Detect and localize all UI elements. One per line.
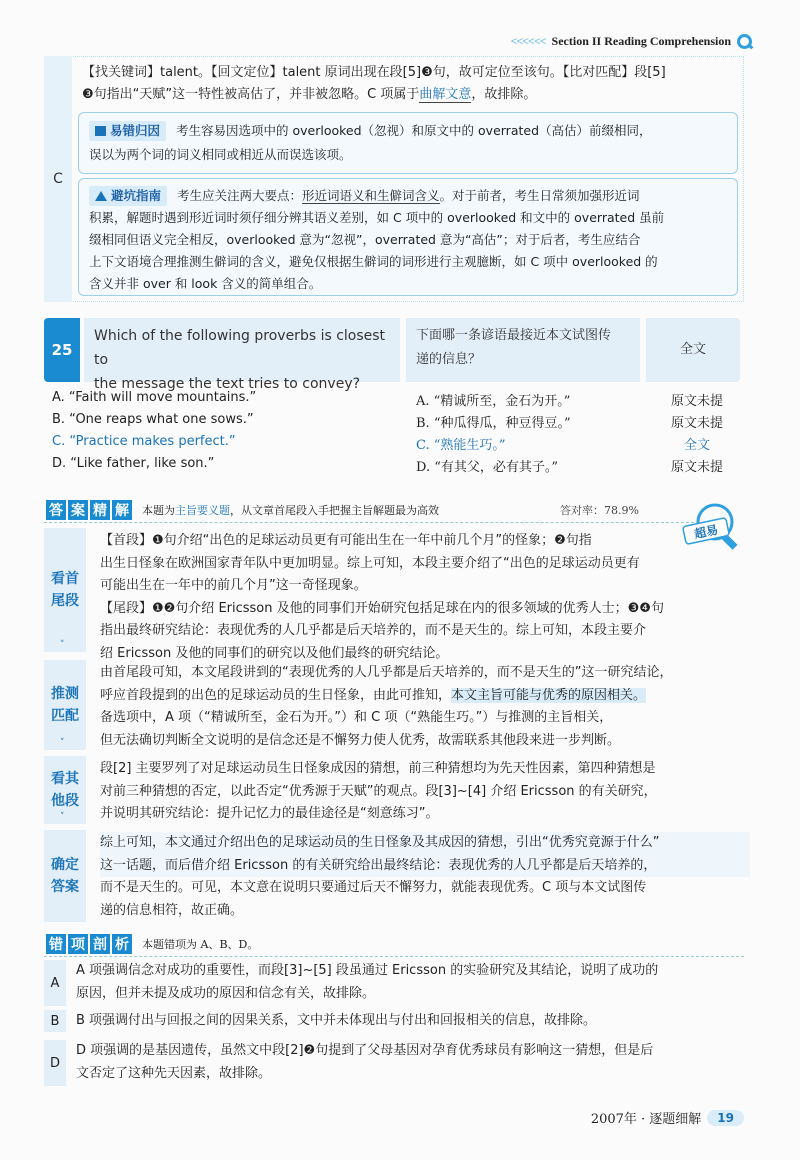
band-char: 剖 [90,934,110,954]
step-line: 备选项中，A 项（“精诚所至，金石为开。”）和 C 项（“熟能生巧。”）与推测的主旨相关， [100,710,613,725]
step-line: 【尾段】❶❷句介绍 Ericsson 及他的同事们开始研究包括足球在内的很多领域的优秀人士；❸❹句 [100,600,664,616]
tip-line [89,185,727,207]
step-body [100,832,750,922]
step-label [44,830,86,922]
option-c-paragraph [82,62,742,106]
underlined-text: 形近词语义和生僻词含义 [302,188,440,203]
band-char: 析 [112,934,132,954]
text: ，从文章首尾段入手把握主旨解题最为高效 [230,504,439,517]
chevron-down-icon: ˅ [60,640,65,650]
wrong-option-text [76,960,748,1005]
band-char: 错 [46,934,66,954]
band-char: 答 [46,500,66,520]
band-note [142,502,439,518]
step-body [100,662,750,752]
accuracy-rate: 答对率：78.9% [560,504,639,517]
option-row [52,390,742,412]
option-english: A. “Faith will move mountains.” [52,390,257,405]
answer-analysis-band [46,500,439,520]
step-line: 综上可知，本文通过介绍出色的足球运动员的生日怪象及其成因的猜想，引出“优秀究竟源于什么” [100,832,750,855]
wrong-line: 文否定了这种先天因素，故排除。 [76,1065,272,1081]
step-line: 递的信息相符，故正确。 [100,902,244,918]
option-english: C. “Practice makes perfect.” [52,434,236,449]
wrong-line: D 项强调的是基因遗传，虽然文中段[2]❷句提到了父母基因对孕育优秀球员有影响这一猜想，但是后 [76,1043,654,1058]
question-number: 25 [44,318,80,382]
section-header [511,34,753,49]
tag-label: 避坑指南 [111,188,162,203]
option-chinese: C. “熟能生巧。” [416,438,506,453]
question-english [84,318,400,392]
page-footer [591,1108,744,1127]
tip-tag [89,186,167,206]
step-line [100,685,750,708]
option-chinese: B. “种瓜得瓜，种豆得豆。” [416,416,571,431]
question-scope: 全文 [646,318,740,382]
tag-label: 易错归因 [110,123,161,138]
step-body [100,530,750,665]
wrong-option-text [76,1010,748,1033]
option-note: 原文未提 [670,394,723,409]
step-label [44,756,86,824]
step-label-line: 答案 [51,879,79,895]
wrong-option-text [76,1040,748,1085]
question-chinese [406,318,640,382]
step-line: 由首尾段可知，本文尾段讲到的“表现优秀的人几乎都是后天培养的，而不是天生的”这一研究结论， [100,665,673,680]
step-line: 可能出生在一年中的前几个月”这一奇怪现象。 [100,578,367,593]
section-title: Section II Reading Comprehension [551,34,731,48]
options-list [52,390,742,478]
option-c-label: C [44,56,72,302]
tip-line [89,119,727,143]
option-c-line: 【找关键词】talent。【回文定位】talent 原词出现在段[5]❸句，故可定位至该句。【比对匹配】段[5] [82,65,666,80]
step-line: 对前三种猜想的否定，以此否定“优秀源于天赋”的观点。段[3]~[4] 介绍 Ericsson 的有关研究， [100,783,657,799]
search-icon [737,34,752,49]
option-chinese: D. “有其父，必有其子。” [416,460,559,475]
step-label-line: 看首 [51,571,79,587]
step-label [44,660,86,750]
difficulty-label: 超易 [693,522,720,542]
step-line: 这一话题，而后借介绍 Ericsson 的有关研究给出最终结论：表现优秀的人几乎都是后天培养的， [100,855,750,878]
option-english: D. “Like father, like son.” [52,456,215,471]
tip-line: 积累，解题时遇到形近词时须仔细分辨其语义差别，如 C 项中的 overlooked 和文中的 overrated 虽前 [89,210,665,225]
chevron-down-icon: ˅ [60,812,65,822]
option-note: 原文未提 [670,416,723,431]
option-note: 全文 [683,438,710,453]
step-label-line: 他段 [51,793,79,809]
wrong-option-letter: D [44,1040,66,1086]
step-line: 段[2] 主要罗列了对足球运动员生日怪象成因的猜想，前三种猜想均为先天性因素，第四种猜想是 [100,761,656,776]
step-body [100,758,750,826]
step-line: 出生日怪象在欧洲国家青年队中更加明显。综上可知，本段主要介绍了“出色的足球运动员更有 [100,555,640,571]
avoid-pitfall-tip [78,178,738,296]
question-line: 下面哪一条谚语最接近本文试图传 [416,328,612,343]
card-icon [95,126,106,136]
error-cause-tip [78,112,738,174]
question-line: 递的信息？ [416,352,482,367]
text: ❸句指出“天赋”这一特性被高估了，并非被忽略。C 项属于 [82,87,420,102]
option-c-line [82,84,742,106]
question-line: the message the text tries to convey? [94,376,361,392]
option-row [52,456,742,478]
step-label-line: 看其 [51,771,79,787]
tip-line: 误以为两个词的词义相同或相近从而误选该项。 [89,147,352,162]
wrong-option-letter: A [44,960,66,1006]
step-label [44,528,86,652]
tip-line: 上下文语境合理推测生僻词的含义，避免仅根据生僻词的词形进行主观臆断，如 C 项中 overlooked 的 [89,254,658,269]
wrong-line: 原因，但并未提及成功的原因和信念有关，故排除。 [76,985,376,1001]
wrong-line: B 项强调付出与回报之间的因果关系，文中并未体现出与付出和回报相关的信息，故排除。 [76,1013,597,1028]
chevron-down-icon: ˅ [60,738,65,748]
tip-line: 缀相同但语义完全相反，overlooked 意为“忽视”，overrated 意为“高估”；对于后者，考生应结合 [89,232,641,247]
step-line: 但无法确切判断全文说明的是信念还是不懈努力使人优秀，故需联系其他段来进一步判断。 [100,732,621,748]
text: ，故排除。 [471,87,537,102]
step-label-line: 尾段 [51,593,79,609]
highlight-text: 曲解文意 [419,87,472,102]
step-label-line: 推测 [51,686,79,702]
page-number: 19 [707,1110,744,1126]
wrong-line: A 项强调信念对成功的重要性，而段[3]~[5] 段虽通过 Ericsson 的实验研究及其结论，说明了成功的 [76,963,659,978]
step-line: 指出最终研究结论：表现优秀的人几乎都是后天培养的，而不是天生的。综上可知，本段主要介 [100,623,647,638]
option-note: 原文未提 [670,460,723,475]
text: 呼应首段提到的出色的足球运动员的生日怪象，由此可推知， [100,687,452,703]
step-line: 而不是天生的。可见，本文意在说明只要通过后天不懈努力，就能表现优秀。C 项与本文试图传 [100,880,647,895]
question-line: Which of the following proverbs is closest to [94,328,386,368]
step-label-line: 匹配 [51,708,79,724]
tip-line: 含义并非 over 和 look 含义的简单组合。 [89,276,322,291]
option-chinese: A. “精诚所至，金石为开。” [416,394,571,409]
band-char: 项 [68,934,88,954]
wrong-option-letter: B [44,1010,66,1032]
footer-text: 2007年 · 逐题细解 [590,1112,702,1127]
text: 。对于前者，考生日常须加强形近词 [439,188,640,203]
highlight-text: 主旨要义题 [175,504,230,517]
tip-tag [89,121,166,141]
band-divider [44,522,694,523]
text: 本题为 [142,504,175,517]
text: 考生容易因选项中的 overlooked（忽视）和原文中的 overrated（高估）前缀相同， [176,123,652,138]
step-line: 并说明其研究结论：提升记忆力的最佳途径是“刻意练习”。 [100,806,439,821]
option-row [52,412,742,434]
band-char: 精 [90,500,110,520]
band-divider [44,956,744,957]
option-english: B. “One reaps what one sows.” [52,412,254,427]
band-note: 本题错项为 A、B、D。 [142,938,259,951]
band-char: 案 [68,500,88,520]
highlight-text: 本文主旨可能与优秀的原因相关。 [451,687,647,703]
option-row [52,434,742,456]
warning-icon [95,191,107,201]
band-char: 解 [112,500,132,520]
step-line: 【首段】❶句介绍“出色的足球运动员更有可能出生在一年中前几个月”的怪象；❷句指 [100,533,592,548]
step-line: 绍 Ericsson 及他的同事们的研究以及他们最终的研究结论。 [100,645,449,661]
step-label-line: 确定 [51,857,79,873]
arrows-icon: <<<<<< [510,34,546,48]
text: 考生应关注两大要点： [177,188,303,203]
wrong-options-band [46,934,258,954]
